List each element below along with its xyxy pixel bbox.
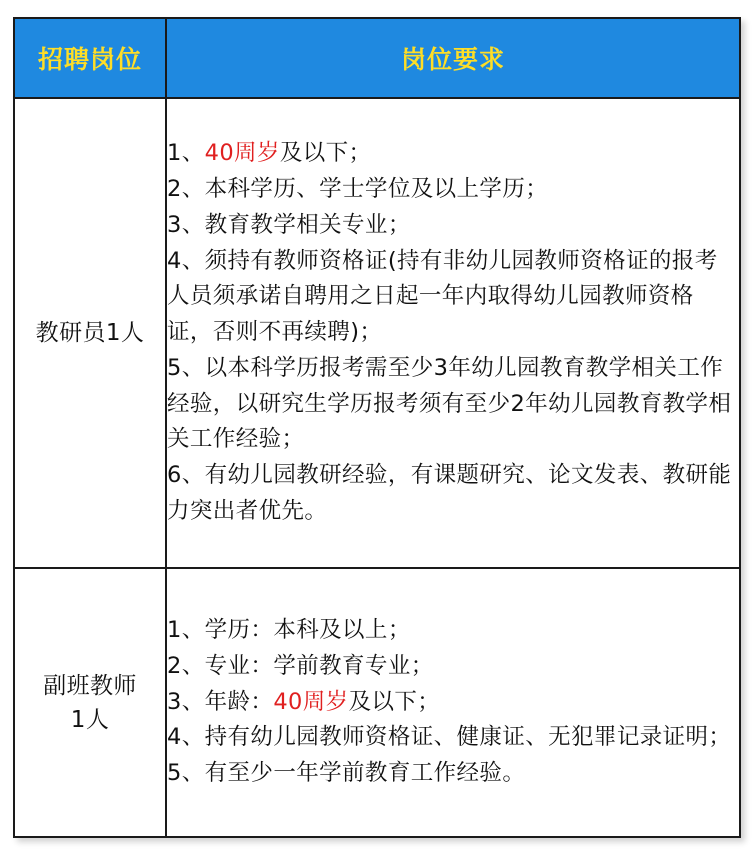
- table-row: [14, 98, 740, 568]
- requirement-item: 4、须持有教师资格证(持有非幼儿园教师资格证的报考人员须承诺自聘用之日起一年内取得幼儿园教师资格证，否则不再续聘)；: [167, 247, 718, 346]
- requirement-item: 4、持有幼儿园教师资格证、健康证、无犯罪记录证明；: [167, 724, 732, 751]
- position-cell: [14, 98, 166, 568]
- requirement-item: 5、有至少一年学前教育工作经验。: [167, 760, 526, 787]
- table-header-row: [14, 18, 740, 98]
- table-row: [14, 568, 740, 837]
- requirement-text: 及以下；: [279, 140, 372, 167]
- header-requirements: 岗位要求: [166, 18, 740, 98]
- recruitment-table: [13, 17, 741, 838]
- requirement-item: 5、以本科学历报考需至少3年幼儿园教育教学相关工作经验，以研究生学历报考须有至少2年幼儿园教育教学相关工作经验；: [167, 354, 732, 453]
- requirement-text: 及以下；: [348, 688, 441, 715]
- requirement-item: 1、学历：本科及以上；: [167, 617, 411, 643]
- requirement-item: 6、有幼儿园教研经验，有课题研究、论文发表、教研能力突出者优先。: [167, 462, 732, 525]
- header-position: 招聘岗位: [14, 18, 166, 98]
- age-highlight: 40周岁: [204, 140, 280, 167]
- position-name: 副班教师: [43, 672, 137, 699]
- requirement-text: 1、: [167, 140, 205, 167]
- requirement-item: 3、教育教学相关专业；: [167, 211, 411, 238]
- requirements-cell: [166, 98, 740, 568]
- requirements-cell: [166, 568, 740, 837]
- age-highlight: 40周岁: [273, 688, 349, 715]
- position-cell: [14, 568, 166, 837]
- requirement-item: 2、本科学历、学士学位及以上学历；: [167, 175, 549, 202]
- position-count: 1人: [70, 706, 110, 733]
- requirement-item: 2、专业：学前教育专业；: [167, 652, 434, 679]
- position-name: 教研员1人: [35, 320, 145, 346]
- requirement-item: [167, 685, 739, 721]
- requirement-text: 3、年龄：: [167, 688, 274, 715]
- requirement-item: [167, 136, 739, 172]
